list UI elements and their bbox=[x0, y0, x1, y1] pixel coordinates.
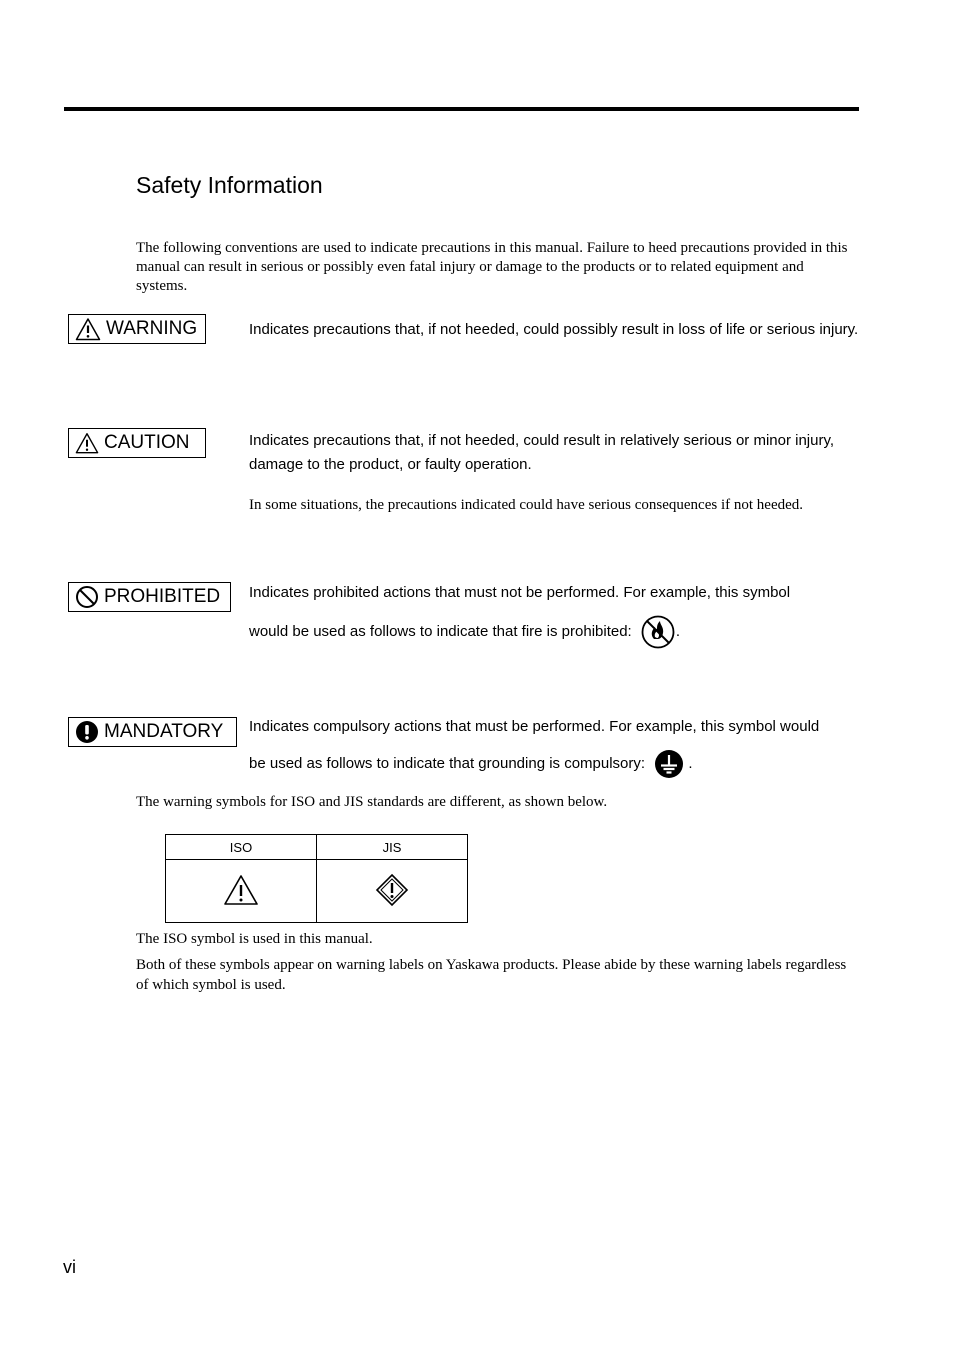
caution-label bbox=[68, 428, 206, 458]
mandatory-label bbox=[68, 717, 237, 747]
intro-paragraph: The following conventions are used to indicate precautions in this manual. Failure to heed precautions provided in this manual can result in serious or possibly even fatal injury or damage to the products or to related equipment and systems. bbox=[136, 240, 848, 294]
prohibited-label-text: PROHIBITED bbox=[104, 586, 221, 607]
symbols-table bbox=[165, 834, 468, 923]
mandatory-label-text: MANDATORY bbox=[104, 721, 224, 742]
jis-header: JIS bbox=[317, 835, 468, 860]
jis-cell bbox=[317, 860, 468, 923]
warning-label-text: WARNING bbox=[106, 318, 198, 339]
prohibited-description-line1: Indicates prohibited actions that must not be performed. For example, this symbol bbox=[249, 584, 791, 601]
mandatory-description-text: be used as follows to indicate that grounding is compulsory: bbox=[249, 754, 646, 772]
table-header-row bbox=[166, 835, 468, 860]
iso-note: The ISO symbol is used in this manual. bbox=[136, 931, 373, 947]
iso-cell bbox=[166, 860, 317, 923]
iso-warning-triangle-icon bbox=[223, 874, 259, 906]
exclamation-circle-icon bbox=[75, 720, 99, 744]
warning-triangle-icon bbox=[75, 317, 101, 341]
no-fire-icon bbox=[640, 615, 676, 649]
symbols-intro: The warning symbols for ISO and JIS standards are different, as shown below. bbox=[136, 794, 608, 810]
caution-label-text: CAUTION bbox=[104, 432, 190, 453]
prohibited-circle-icon bbox=[75, 585, 99, 609]
caution-note: In some situations, the precautions indicated could have serious consequences if not heeded. bbox=[249, 497, 804, 513]
table-row bbox=[166, 860, 468, 923]
mandatory-description-line1: Indicates compulsory actions that must be performed. For example, this symbol would bbox=[249, 718, 820, 735]
closing-paragraph: Both of these symbols appear on warning labels on Yaskawa products. Please abide by these warning labels regardless of which symbol is used. bbox=[136, 957, 847, 993]
header-rule bbox=[64, 107, 859, 111]
mandatory-period: . bbox=[688, 754, 693, 772]
prohibited-description-line2 bbox=[249, 615, 680, 649]
prohibited-label bbox=[68, 582, 231, 612]
warning-triangle-icon bbox=[75, 431, 99, 455]
page-title: Safety Information bbox=[136, 172, 323, 198]
jis-warning-diamond-icon bbox=[375, 873, 409, 907]
prohibited-description-text: would be used as follows to indicate that fire is prohibited: bbox=[249, 622, 632, 640]
warning-label bbox=[68, 314, 206, 344]
prohibited-period: . bbox=[675, 622, 681, 640]
page-number: vi bbox=[63, 1257, 76, 1277]
iso-header: ISO bbox=[166, 835, 317, 860]
ground-icon bbox=[654, 749, 684, 779]
warning-description: Indicates precautions that, if not heeded, could possibly result in loss of life or serious injury. bbox=[249, 321, 859, 338]
mandatory-description-line2 bbox=[249, 749, 693, 779]
caution-description: Indicates precautions that, if not heeded, could result in relatively serious or minor injury, damage to the product, or faulty operation. bbox=[249, 432, 835, 473]
